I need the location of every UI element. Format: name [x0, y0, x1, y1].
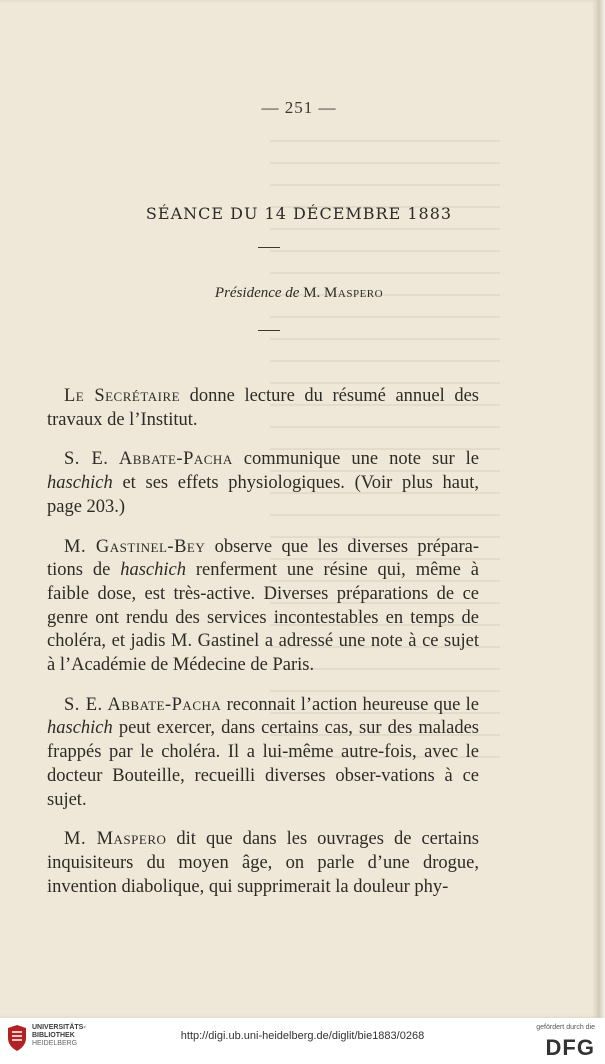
paragraph-text: reconnait l’action heureuse que le [221, 694, 479, 715]
funded-by-label: gefördert durch die [536, 1024, 595, 1031]
paragraph-text: peut exercer, dans certains cas, sur des malades frappés par le choléra. Il a lui-même autre-fois, avec le docteur Bouteille, recueilli diverses obser-vations à ce sujet. [47, 718, 479, 810]
library-line: HEIDELBERG [32, 1040, 78, 1047]
library-line: UNIVERSITÄTS- [32, 1024, 86, 1031]
paragraph-text: communique une note sur le [232, 449, 479, 470]
paragraph-text: observe que les diverses prépara-tions de [47, 536, 479, 581]
paragraph-text: dit que dans les ouvrages de certains inquisiteurs du moyen âge, on parle d’une drogue, invention diabolique, qui supprimerait la douleur phy- [47, 829, 479, 897]
divider-rule [258, 330, 280, 331]
presidence-prefix: M. [303, 285, 321, 301]
paragraph [47, 828, 479, 899]
minutes-body [47, 385, 479, 915]
presidence-line [0, 285, 598, 302]
paragraph [47, 448, 479, 519]
paragraph [47, 385, 479, 432]
paragraph-text: renferment une résine qui, même à faible dose, est très-active. Diverses préparations de ce genre ont rendu des services incontestables en temps de choléra, et jadis M. Gastinel a adressé une note à ce sujet à l’Académie de Médecine de Paris. [47, 560, 479, 676]
divider-rule [258, 247, 280, 248]
speaker: M. Gastinel-Bey [64, 536, 206, 557]
page-number: — 251 — [261, 98, 337, 117]
italic-term: haschich [47, 718, 113, 739]
paragraph [47, 694, 479, 813]
speaker: S. E. Abbate-Pacha [64, 694, 222, 715]
dfg-logo: DFG [545, 1035, 595, 1060]
session-heading: SÉANCE DU 14 DÉCEMBRE 1883 [145, 204, 453, 223]
paragraph-text: donne lecture du résumé annuel des travaux de l’Institut. [47, 386, 480, 430]
italic-term: haschich [47, 473, 113, 494]
italic-term: haschich [120, 560, 186, 581]
speaker: Le Secrétaire [64, 386, 181, 406]
library-line: BIBLIOTHEK [32, 1032, 75, 1039]
paragraph-text: et ses effets physiologiques. (Voir plus haut, page 203.) [47, 473, 479, 517]
speaker: S. E. Abbate-Pacha [64, 449, 233, 470]
permalink-url[interactable]: http://digi.ub.uni-heidelberg.de/diglit/bie1883/0268 [180, 1030, 425, 1042]
speaker: M. Maspero [64, 829, 167, 850]
paragraph [47, 536, 479, 678]
presidence-label: Présidence de [214, 285, 300, 301]
presidence-name: Maspero [324, 285, 384, 301]
page-edge [598, 0, 605, 1018]
